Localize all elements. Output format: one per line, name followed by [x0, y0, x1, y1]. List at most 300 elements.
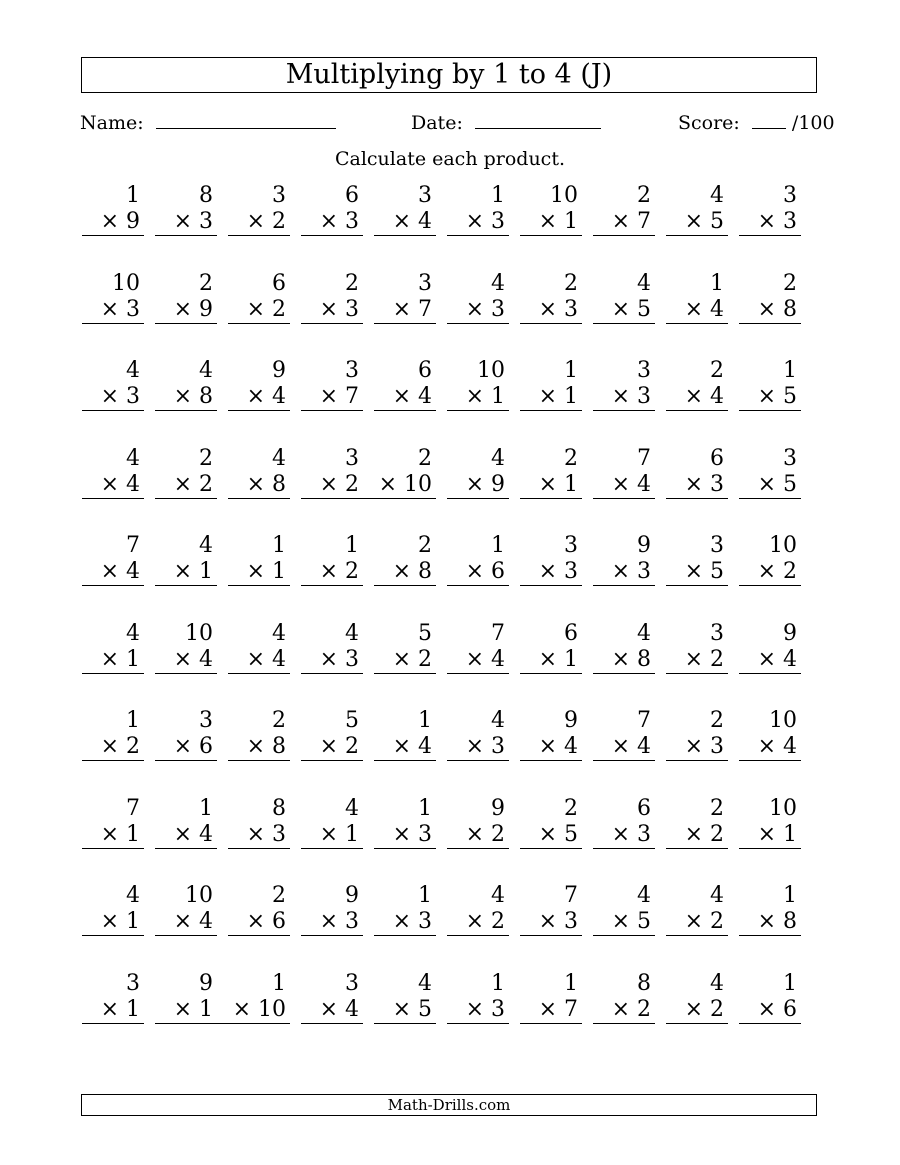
problem-multiplier: [666, 297, 728, 323]
problem-multiplicand: 8: [637, 970, 651, 996]
times-sign: ×: [611, 996, 637, 1022]
problem-multiplier: [739, 822, 801, 848]
problem-multiplier: [593, 822, 655, 848]
problem-multiplier: [739, 209, 801, 235]
problem-multiplicand: 2: [272, 708, 286, 733]
problem: [666, 796, 728, 848]
problem-multiplier-value: 6: [272, 909, 286, 934]
problem-multiplier-value: 5: [418, 996, 432, 1022]
problem: [301, 183, 363, 235]
answer-line: [82, 1023, 144, 1024]
problem-multiplier: [228, 384, 290, 410]
problem-multiplicand: 2: [418, 445, 432, 471]
problem-multiplicand: 3: [637, 358, 651, 383]
answer-line: [301, 585, 363, 586]
problem-multiplier-value: 4: [199, 646, 213, 672]
problem: [447, 271, 509, 323]
problem-multiplicand: 4: [710, 970, 724, 996]
problem: [155, 971, 217, 1023]
problem-multiplicand: 9: [272, 358, 286, 383]
problem-multiplier-value: 4: [637, 471, 651, 497]
answer-line: [374, 410, 436, 411]
problem-multiplier-value: 4: [345, 996, 359, 1022]
times-sign: ×: [757, 909, 783, 934]
problem-multiplicand: 4: [710, 883, 724, 908]
problem-multiplier: [301, 297, 363, 323]
times-sign: ×: [465, 471, 491, 497]
times-sign: ×: [173, 296, 199, 322]
problem-multiplicand: 1: [564, 970, 578, 996]
times-sign: ×: [319, 559, 345, 584]
problem-multiplier: [155, 559, 217, 585]
answer-line: [666, 410, 728, 411]
problem-multiplicand: 1: [491, 533, 505, 558]
answer-line: [228, 323, 290, 324]
problem-multiplicand: 4: [345, 620, 359, 646]
problem-multiplicand: 2: [564, 445, 578, 471]
problem-multiplier: [520, 734, 582, 760]
problem: [593, 883, 655, 935]
problem: [520, 358, 582, 410]
problem: [593, 446, 655, 498]
answer-line: [216, 1023, 290, 1024]
problem-multiplicand: 5: [345, 708, 359, 733]
answer-line: [447, 235, 509, 236]
problem-multiplier: [593, 647, 655, 673]
problem-multiplier-value: 5: [637, 909, 651, 934]
problem-multiplier: [447, 647, 509, 673]
problem-multiplier: [593, 297, 655, 323]
answer-line: [520, 585, 582, 586]
times-sign: ×: [611, 471, 637, 497]
problem: [666, 621, 728, 673]
problem-multiplier-value: 1: [199, 559, 213, 584]
times-sign: ×: [465, 821, 491, 847]
problem: [520, 621, 582, 673]
problem-multiplier: [301, 647, 363, 673]
problem-multiplier: [82, 734, 144, 760]
problem-multiplier-value: 4: [126, 559, 140, 584]
problem-multiplicand: 1: [272, 533, 286, 558]
problem-multiplicand: 1: [126, 183, 140, 208]
problem-multiplier: [228, 559, 290, 585]
problem-multiplicand: 3: [710, 620, 724, 646]
problem: [374, 883, 436, 935]
times-sign: ×: [611, 734, 637, 759]
times-sign: ×: [173, 384, 199, 409]
problem-multiplier-value: 9: [199, 296, 213, 322]
answer-line: [301, 760, 363, 761]
problem-multiplier-value: 1: [491, 384, 505, 409]
problem-multiplier-value: 4: [491, 646, 505, 672]
times-sign: ×: [757, 734, 783, 759]
times-sign: ×: [538, 471, 564, 497]
times-sign: ×: [611, 559, 637, 584]
answer-line: [82, 323, 144, 324]
problem-multiplier: [228, 822, 290, 848]
problem-multiplicand: 4: [199, 533, 213, 558]
answer-line: [155, 848, 217, 849]
problem: [447, 708, 509, 760]
problem-multiplier-value: 1: [126, 996, 140, 1022]
answer-line: [447, 848, 509, 849]
problem-multiplier: [739, 647, 801, 673]
answer-line: [82, 235, 144, 236]
problem: [362, 446, 436, 498]
problem-multiplier-value: 5: [710, 559, 724, 584]
problem-multiplier-value: 4: [418, 384, 432, 409]
problem-multiplier: [447, 559, 509, 585]
answer-line: [593, 498, 655, 499]
problem-multiplier-value: 8: [272, 471, 286, 497]
answer-line: [82, 760, 144, 761]
problem: [447, 183, 509, 235]
answer-line: [155, 760, 217, 761]
problem: [593, 271, 655, 323]
times-sign: ×: [319, 384, 345, 409]
problem-multiplier-value: 1: [783, 821, 797, 847]
problem-multiplier-value: 2: [637, 996, 651, 1022]
problem-multiplicand: 10: [477, 358, 505, 383]
problem-multiplier: [155, 997, 217, 1023]
problem-multiplier-value: 4: [637, 734, 651, 759]
problem-multiplicand: 1: [783, 358, 797, 383]
problem-multiplier-value: 2: [345, 471, 359, 497]
times-sign: ×: [757, 646, 783, 672]
problem: [739, 271, 801, 323]
problem: [739, 446, 801, 498]
times-sign: ×: [246, 734, 272, 759]
problem-multiplier-value: 1: [126, 821, 140, 847]
problem: [301, 621, 363, 673]
problem: [82, 971, 144, 1023]
problem-multiplier: [666, 472, 728, 498]
answer-line: [374, 1023, 436, 1024]
problem-multiplier: [593, 209, 655, 235]
times-sign: ×: [100, 209, 126, 234]
problem-multiplicand: 2: [710, 708, 724, 733]
problem: [155, 183, 217, 235]
answer-line: [82, 673, 144, 674]
times-sign: ×: [465, 996, 491, 1022]
problem: [301, 883, 363, 935]
problem: [447, 796, 509, 848]
answer-line: [739, 760, 801, 761]
problem-multiplier: [593, 559, 655, 585]
problem-multiplicand: 6: [272, 270, 286, 296]
problem-multiplier: [520, 472, 582, 498]
answer-line: [301, 410, 363, 411]
problem-multiplicand: 1: [126, 708, 140, 733]
problem-multiplicand: 7: [637, 708, 651, 733]
answer-line: [155, 323, 217, 324]
problem-multiplicand: 1: [418, 883, 432, 908]
problem-multiplier-value: 3: [126, 296, 140, 322]
times-sign: ×: [100, 909, 126, 934]
answer-line: [520, 323, 582, 324]
times-sign: ×: [100, 384, 126, 409]
problem-multiplicand: 3: [418, 183, 432, 208]
answer-line: [82, 935, 144, 936]
answer-line: [374, 760, 436, 761]
problem-multiplier: [666, 909, 728, 935]
times-sign: ×: [319, 646, 345, 672]
answer-line: [155, 235, 217, 236]
times-sign: ×: [757, 209, 783, 234]
times-sign: ×: [538, 209, 564, 234]
answer-line: [301, 848, 363, 849]
times-sign: ×: [611, 209, 637, 234]
problem-multiplier-value: 6: [199, 734, 213, 759]
times-sign: ×: [611, 646, 637, 672]
problem-multiplicand: 6: [418, 358, 432, 383]
problem-multiplier-value: 3: [564, 909, 578, 934]
problem-multiplier: [739, 472, 801, 498]
problem-multiplier-value: 2: [783, 559, 797, 584]
instructions: Calculate each product.: [334, 148, 566, 170]
problem-multiplier-value: 4: [710, 384, 724, 409]
problem: [228, 708, 290, 760]
problem: [374, 533, 436, 585]
answer-line: [666, 235, 728, 236]
problem-multiplier-value: 3: [345, 646, 359, 672]
problem-multiplicand: 3: [564, 533, 578, 558]
problem-multiplier: [666, 997, 728, 1023]
problem-multiplicand: 9: [491, 795, 505, 821]
times-sign: ×: [246, 909, 272, 934]
problem-multiplier: [301, 384, 363, 410]
times-sign: ×: [246, 209, 272, 234]
problem-multiplier-value: 2: [199, 471, 213, 497]
answer-line: [447, 935, 509, 936]
problem-multiplicand: 3: [345, 358, 359, 383]
problem-multiplier: [82, 472, 144, 498]
times-sign: ×: [392, 296, 418, 322]
problem-multiplier: [228, 472, 290, 498]
times-sign: ×: [392, 646, 418, 672]
times-sign: ×: [538, 384, 564, 409]
times-sign: ×: [757, 471, 783, 497]
problem: [666, 271, 728, 323]
problem: [374, 358, 436, 410]
times-sign: ×: [465, 734, 491, 759]
times-sign: ×: [757, 559, 783, 584]
times-sign: ×: [465, 296, 491, 322]
problem: [82, 446, 144, 498]
problem-multiplicand: 3: [783, 183, 797, 208]
problem-multiplicand: 1: [783, 970, 797, 996]
problem: [82, 883, 144, 935]
problem: [739, 621, 801, 673]
times-sign: ×: [173, 646, 199, 672]
problem-multiplier-value: 3: [126, 384, 140, 409]
problem-multiplier-value: 9: [126, 209, 140, 234]
times-sign: ×: [465, 559, 491, 584]
answer-line: [520, 1023, 582, 1024]
problem-multiplier-value: 3: [199, 209, 213, 234]
problem: [155, 621, 217, 673]
problem: [155, 883, 217, 935]
problem-multiplier-value: 3: [637, 821, 651, 847]
problem-multiplicand: 4: [491, 270, 505, 296]
problem-multiplicand: 2: [783, 270, 797, 296]
times-sign: ×: [538, 646, 564, 672]
problem-multiplier-value: 7: [637, 209, 651, 234]
times-sign: ×: [100, 296, 126, 322]
answer-line: [228, 235, 290, 236]
problem: [593, 533, 655, 585]
problem-multiplier: [301, 822, 363, 848]
problem-multiplier: [301, 997, 363, 1023]
times-sign: ×: [684, 821, 710, 847]
problem: [374, 971, 436, 1023]
problem: [228, 271, 290, 323]
times-sign: ×: [246, 471, 272, 497]
answer-line: [155, 498, 217, 499]
problem: [739, 708, 801, 760]
problem: [593, 358, 655, 410]
problem-multiplier: [228, 909, 290, 935]
problem-multiplier-value: 9: [491, 471, 505, 497]
problem: [739, 183, 801, 235]
problem-multiplier: [593, 909, 655, 935]
problem: [520, 271, 582, 323]
problem: [739, 883, 801, 935]
answer-line: [155, 410, 217, 411]
problem-multiplier: [82, 647, 144, 673]
problem: [155, 708, 217, 760]
times-sign: ×: [392, 559, 418, 584]
times-sign: ×: [319, 909, 345, 934]
problem-multiplier: [520, 909, 582, 935]
times-sign: ×: [538, 559, 564, 584]
problem-multiplicand: 4: [637, 620, 651, 646]
times-sign: ×: [684, 646, 710, 672]
problem: [228, 183, 290, 235]
problem-multiplier-value: 8: [783, 296, 797, 322]
problem: [447, 446, 509, 498]
answer-line: [228, 673, 290, 674]
answer-line: [593, 323, 655, 324]
problem: [374, 708, 436, 760]
problem-multiplicand: 10: [185, 620, 213, 646]
times-sign: ×: [246, 384, 272, 409]
problem-multiplier: [593, 734, 655, 760]
problem-multiplicand: 9: [345, 883, 359, 908]
problem-multiplier: [155, 647, 217, 673]
problem: [520, 883, 582, 935]
answer-line: [447, 585, 509, 586]
problem-multiplier-value: 4: [710, 296, 724, 322]
problem-multiplier-value: 3: [710, 734, 724, 759]
problem-multiplier: [520, 559, 582, 585]
problem-multiplicand: 4: [418, 970, 432, 996]
problem-multiplier: [593, 997, 655, 1023]
problem-multiplier-value: 3: [564, 559, 578, 584]
problem-multiplier: [666, 384, 728, 410]
problem-multiplier-value: 8: [418, 559, 432, 584]
problem-multiplier: [155, 472, 217, 498]
problem: [666, 183, 728, 235]
problem-multiplier: [82, 297, 144, 323]
problem: [739, 796, 801, 848]
answer-line: [520, 498, 582, 499]
answer-line: [82, 410, 144, 411]
problem-multiplicand: 7: [126, 795, 140, 821]
times-sign: ×: [757, 996, 783, 1022]
problem: [228, 796, 290, 848]
problem-multiplicand: 3: [345, 445, 359, 471]
problem-multiplicand: 9: [199, 970, 213, 996]
problem-multiplicand: 4: [272, 620, 286, 646]
problem-multiplicand: 2: [199, 445, 213, 471]
problem-multiplier: [520, 997, 582, 1023]
problem-multiplicand: 8: [272, 795, 286, 821]
problem-multiplier: [739, 909, 801, 935]
problem-multiplier-value: 7: [564, 996, 578, 1022]
problem-multiplier: [374, 559, 436, 585]
problem-multiplier: [374, 384, 436, 410]
answer-line: [593, 235, 655, 236]
problem-multiplicand: 4: [637, 883, 651, 908]
problem-multiplicand: 5: [418, 620, 432, 646]
problem-multiplicand: 2: [345, 270, 359, 296]
problem-multiplier: [82, 384, 144, 410]
problem-multiplicand: 1: [783, 883, 797, 908]
times-sign: ×: [319, 471, 345, 497]
problem-multiplicand: 6: [564, 620, 578, 646]
times-sign: ×: [378, 471, 404, 497]
times-sign: ×: [392, 909, 418, 934]
problem-multiplier-value: 2: [710, 821, 724, 847]
problem-multiplier-value: 4: [418, 734, 432, 759]
problem-multiplier-value: 5: [783, 384, 797, 409]
problem-multiplicand: 4: [126, 620, 140, 646]
problem-multiplicand: 8: [199, 183, 213, 208]
times-sign: ×: [465, 646, 491, 672]
times-sign: ×: [757, 296, 783, 322]
problem-multiplier-value: 2: [710, 996, 724, 1022]
name-label: Name:: [80, 112, 144, 134]
problem-multiplier: [520, 647, 582, 673]
times-sign: ×: [611, 384, 637, 409]
problem-multiplier: [82, 909, 144, 935]
answer-line: [362, 498, 436, 499]
problem-multiplier-value: 4: [272, 384, 286, 409]
problem: [666, 971, 728, 1023]
problem-multiplier: [301, 909, 363, 935]
problem: [593, 796, 655, 848]
problem-multiplicand: 3: [418, 270, 432, 296]
problem-multiplier-value: 7: [345, 384, 359, 409]
problem-multiplier: [447, 209, 509, 235]
problem-multiplier-value: 3: [564, 296, 578, 322]
problem-multiplier: [520, 822, 582, 848]
answer-line: [301, 935, 363, 936]
problem-multiplier-value: 1: [564, 646, 578, 672]
problem: [82, 183, 144, 235]
problem-multiplier-value: 4: [272, 646, 286, 672]
problem-multiplicand: 2: [272, 883, 286, 908]
problem: [593, 183, 655, 235]
problem: [520, 796, 582, 848]
times-sign: ×: [684, 471, 710, 497]
problem: [520, 446, 582, 498]
problem-multiplier: [301, 472, 363, 498]
problem: [520, 533, 582, 585]
answer-line: [82, 498, 144, 499]
problem: [739, 358, 801, 410]
